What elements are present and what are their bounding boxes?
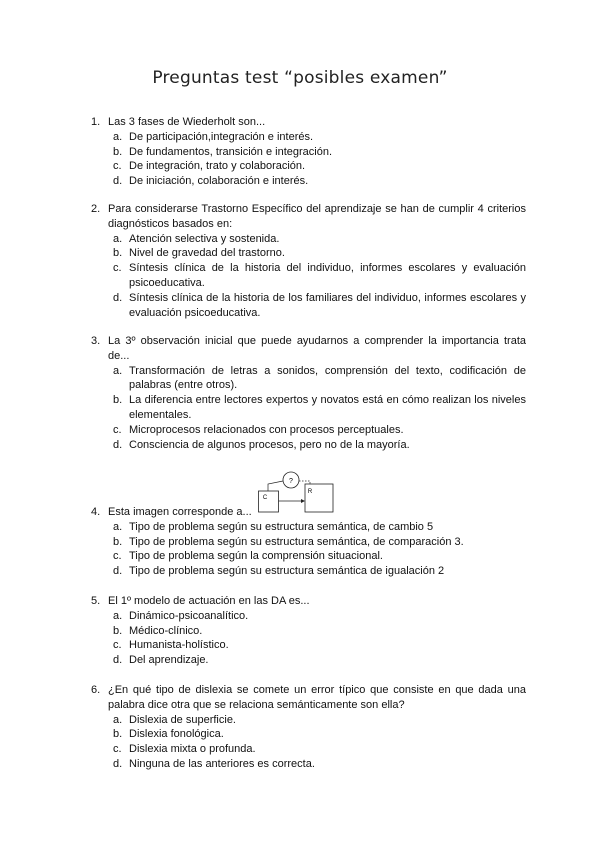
option-c xyxy=(91,261,526,291)
option-letter: a. xyxy=(113,609,123,622)
option-letter: d. xyxy=(113,565,123,578)
option-letter: c. xyxy=(113,743,122,756)
option-text: Atención selectiva y sostenida. xyxy=(129,232,280,245)
option-a xyxy=(91,713,526,728)
diagram-dashed-arrow xyxy=(299,481,310,484)
option-letter: b. xyxy=(113,247,123,260)
option-letter: a. xyxy=(113,520,123,533)
question-3 xyxy=(91,334,526,452)
question-stem xyxy=(91,334,526,364)
page-title: Preguntas test “posibles examen” xyxy=(152,68,448,88)
question-number: 1. xyxy=(91,116,101,128)
option-c xyxy=(91,549,526,564)
diagram-left-label: C xyxy=(262,495,268,501)
option-c xyxy=(91,742,526,757)
option-b xyxy=(91,624,526,639)
option-b xyxy=(91,393,526,423)
diagram-arrow-up xyxy=(268,481,283,491)
question-number: 6. xyxy=(91,684,101,696)
question-number: 4. xyxy=(91,506,101,518)
option-text: Dislexia de superficie. xyxy=(129,713,236,726)
option-letter: d. xyxy=(113,175,123,188)
option-a xyxy=(91,364,526,394)
option-text: Microprocesos relacionados con procesos perceptuales. xyxy=(129,423,404,436)
question-4 xyxy=(91,505,526,579)
question-number: 3. xyxy=(91,335,101,347)
option-letter: b. xyxy=(113,624,123,637)
option-c xyxy=(91,638,526,653)
question-text: La 3º observación inicial que puede ayudarnos a comprender la importancia trata de... xyxy=(108,335,526,362)
option-text: Dinámico-psicoanalítico. xyxy=(129,609,249,622)
option-text: Transformación de letras a sonidos, comprensión del texto, codificación de palabras (entre otros). xyxy=(129,364,526,392)
question-number: 2. xyxy=(91,203,101,215)
question-number: 5. xyxy=(91,595,101,607)
options-list xyxy=(91,232,526,321)
option-b xyxy=(91,246,526,261)
option-a xyxy=(91,232,526,247)
option-c xyxy=(91,423,526,438)
option-letter: c. xyxy=(113,262,122,275)
option-text: De integración, trato y colaboración. xyxy=(129,160,306,173)
option-letter: d. xyxy=(113,291,123,304)
option-letter: c. xyxy=(113,423,122,436)
question-6 xyxy=(91,683,526,772)
option-text: Nivel de gravedad del trastorno. xyxy=(129,247,285,260)
option-text: Del aprendizaje. xyxy=(129,654,209,667)
question-stem xyxy=(91,683,526,713)
option-d xyxy=(91,438,526,453)
option-b xyxy=(91,145,526,160)
option-text: Humanista-holístico. xyxy=(129,639,229,652)
option-letter: b. xyxy=(113,535,123,548)
option-a xyxy=(91,609,526,624)
option-b xyxy=(91,727,526,742)
option-text: Tipo de problema según su estructura semántica de igualación 2 xyxy=(129,565,445,578)
option-d xyxy=(91,564,526,579)
option-letter: a. xyxy=(113,713,123,726)
option-letter: c. xyxy=(113,639,122,652)
option-letter: a. xyxy=(113,364,123,377)
question-stem xyxy=(91,115,526,130)
option-d xyxy=(91,653,526,668)
question-5 xyxy=(91,594,526,668)
option-a xyxy=(91,520,526,535)
option-text: Tipo de problema según su estructura semántica, de comparación 3. xyxy=(129,535,464,548)
option-letter: b. xyxy=(113,394,123,407)
option-letter: a. xyxy=(113,130,123,143)
question-text: Esta imagen corresponde a... xyxy=(108,506,252,518)
option-letter: b. xyxy=(113,728,123,741)
option-text: Tipo de problema según su estructura semántica, de cambio 5 xyxy=(129,520,434,533)
option-letter: b. xyxy=(113,145,123,158)
option-text: De iniciación, colaboración e interés. xyxy=(129,175,309,188)
option-text: De participación,integración e interés. xyxy=(129,130,314,143)
option-text: Síntesis clínica de la historia del individuo, informes escolares y evaluación psicoeducativa. xyxy=(129,262,526,289)
option-d xyxy=(91,174,526,189)
question-stem xyxy=(91,505,526,520)
question-1 xyxy=(91,115,526,189)
option-b xyxy=(91,535,526,550)
option-text: Tipo de problema según la comprensión situacional. xyxy=(129,550,383,563)
option-text: La diferencia entre lectores expertos y novatos está en cómo realizan los niveles elementales. xyxy=(129,394,526,421)
option-text: Síntesis clínica de la historia de los familiares del individuo, informes escolares y evaluación psicoeducativa. xyxy=(129,291,526,319)
options-list xyxy=(91,364,526,453)
diagram-circle-label: ? xyxy=(289,478,293,485)
option-c xyxy=(91,159,526,174)
option-text: Dislexia fonológica. xyxy=(129,728,224,741)
option-a xyxy=(91,130,526,145)
diagram-right-label: R xyxy=(307,489,313,495)
question-text: Para considerarse Trastorno Específico del aprendizaje se han de cumplir 4 criterios diagnósticos basados en: xyxy=(108,203,526,230)
option-text: De fundamentos, transición e integración. xyxy=(129,145,333,158)
question-text: El 1º modelo de actuación en las DA es... xyxy=(108,595,310,607)
option-text: Médico-clínico. xyxy=(129,624,203,637)
question-text: ¿En qué tipo de dislexia se comete un error típico que consiste en que dada una palabra dice otra que se relaciona semánticamente son ella? xyxy=(108,684,526,711)
option-letter: d. xyxy=(113,757,123,770)
option-text: Ninguna de las anteriores es correcta. xyxy=(129,757,315,770)
question-text: Las 3 fases de Wiederholt son... xyxy=(108,116,266,128)
option-d xyxy=(91,757,526,772)
options-list xyxy=(91,609,526,668)
option-letter: d. xyxy=(113,654,123,667)
diagram-arrowhead xyxy=(301,499,305,503)
options-list xyxy=(91,520,526,579)
option-letter: c. xyxy=(113,550,122,563)
question-stem xyxy=(91,594,526,609)
options-list xyxy=(91,713,526,772)
option-letter: c. xyxy=(113,160,122,173)
options-list xyxy=(91,130,526,189)
question-2 xyxy=(91,202,526,320)
option-text: Dislexia mixta o profunda. xyxy=(129,743,256,756)
option-text: Consciencia de algunos procesos, pero no de la mayoría. xyxy=(129,438,410,451)
option-d xyxy=(91,291,526,321)
option-letter: d. xyxy=(113,438,123,451)
option-letter: a. xyxy=(113,232,123,245)
question-stem xyxy=(91,202,526,232)
